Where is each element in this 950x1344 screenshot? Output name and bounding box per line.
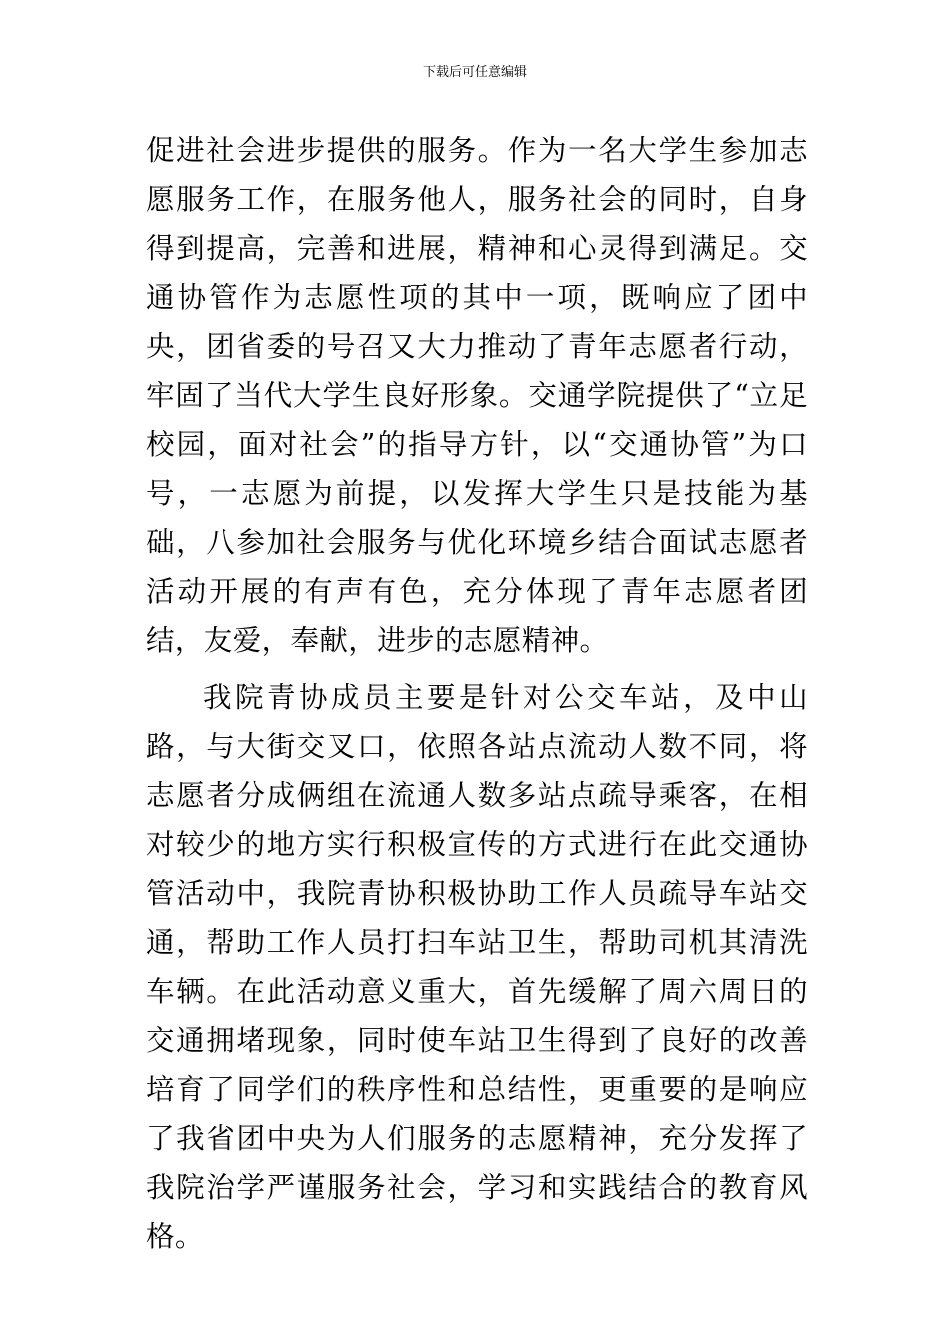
page-header: 下载后可任意编辑 xyxy=(422,65,527,80)
body-paragraph-1: 促进社会进步提供的服务。作为一名大学生参加志愿服务工作，在服务他人，服务社会的同时，自身得到提高，完善和进展，精神和心灵得到满足。交通协管作为志愿性项的其中一项，既响应了团中央，团省委的号召又大力推动了青年志愿者行动，牢固了当代大学生良好形象。交通学院提供了“立足校园，面对社会”的指导方针，以“交通协管”为口号，一志愿为前提，以发挥大学生只是技能为基础，八参加社会服务与优化环境乡结合面试志愿者活动开展的有声有色，充分体现了青年志愿者团结，友爱，奉献，进步的志愿精神。 xyxy=(146,134,808,657)
body-paragraph-2: 我院青协成员主要是针对公交车站，及中山路，与大街交叉口，依照各站点流动人数不同，将志愿者分成俩组在流通人数多站点疏导乘客，在相对较少的地方实行积极宣传的方式进行在此交通协管活动中，我院青协积极协助工作人员疏导车站交通，帮助工作人员打扫车站卫生，帮助司机其清洗车辆。在此活动意义重大，首先缓解了周六周日的交通拥堵现象，同时使车站卫生得到了良好的改善培育了同学们的秩序性和总结性，更重要的是响应了我省团中央为人们服务的志愿精神，充分发挥了我院治学严谨服务社会，学习和实践结合的教育风格。 xyxy=(146,681,808,1253)
